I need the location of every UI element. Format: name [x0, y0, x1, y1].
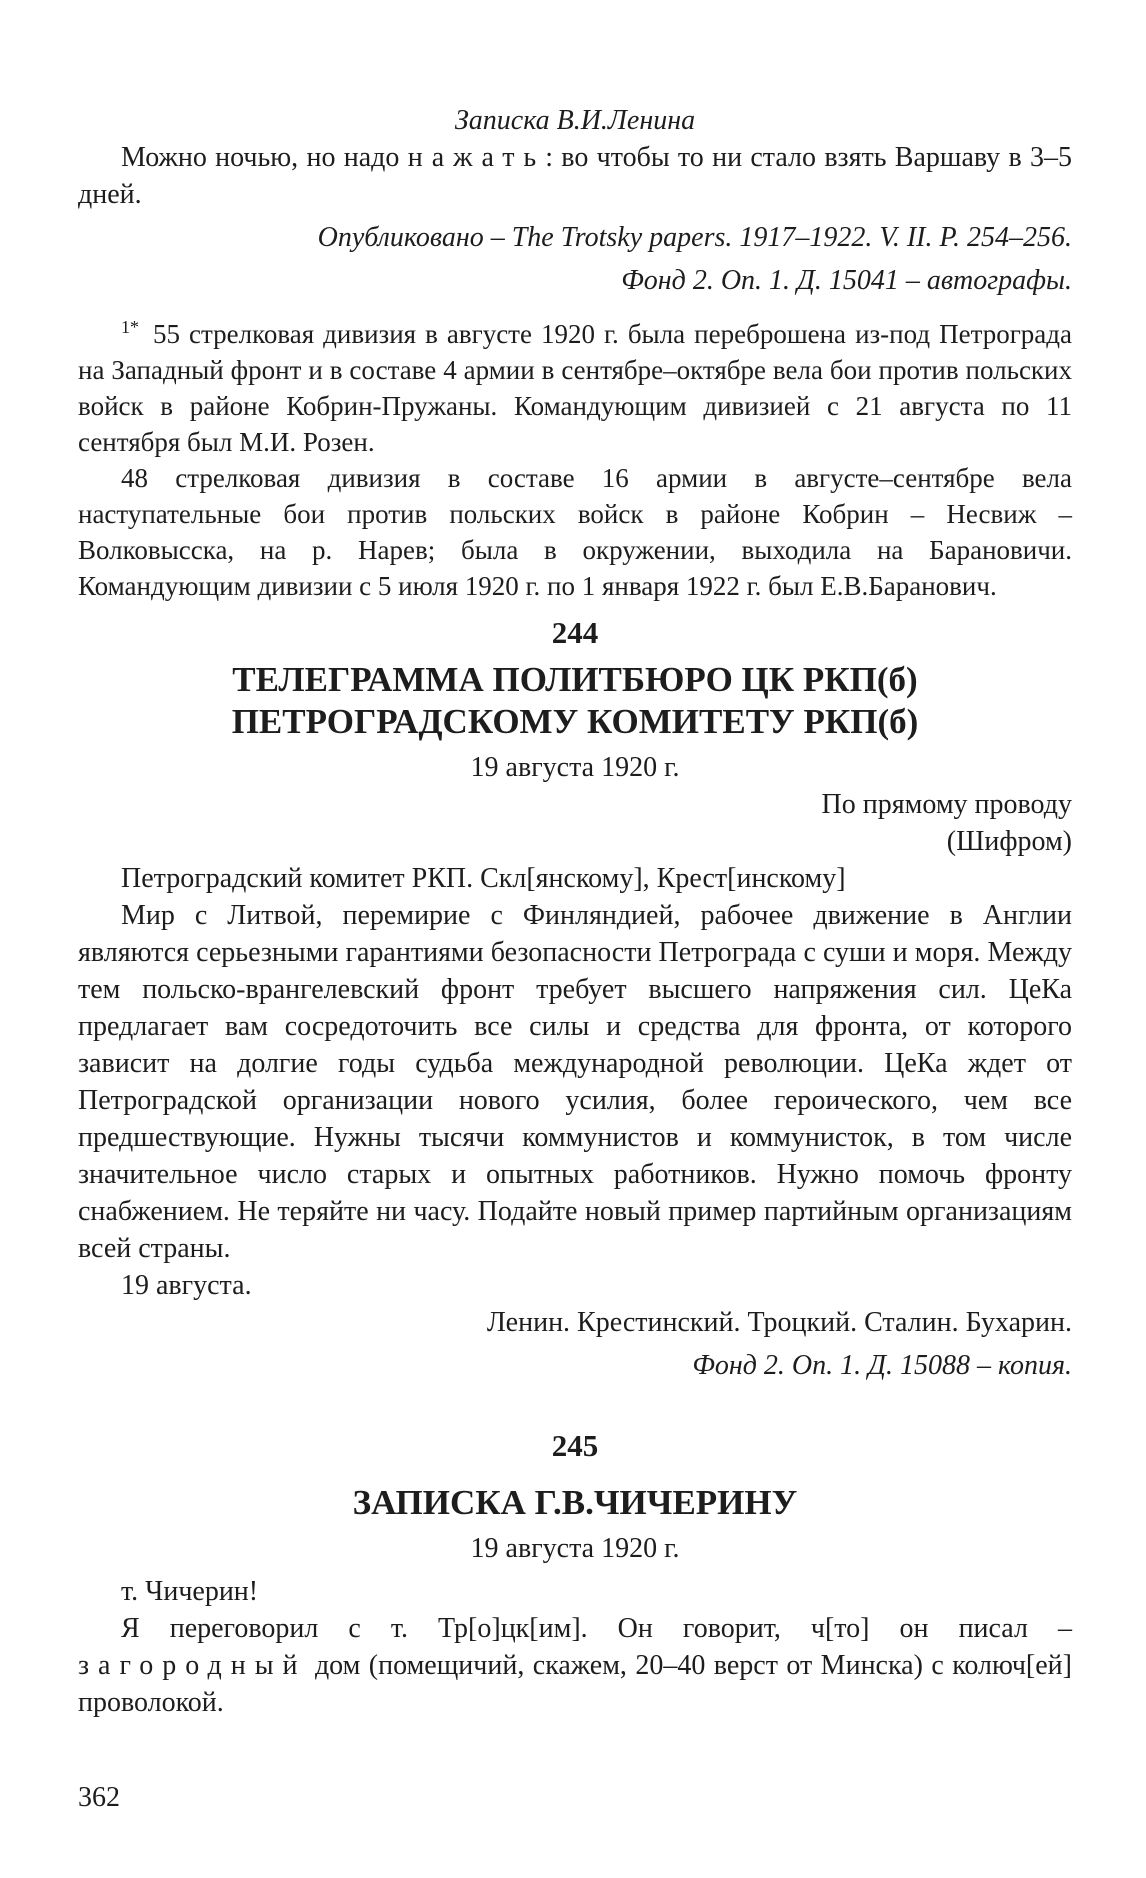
footnote-text: 55 стрелковая дивизия в августе 1920 г. была переброшена из-под Петрограда на Западный фронт и в составе 4 армии в сентябре–октябре вела бои против польских войск в районе Кобрин-Пружаны. Командующим дивизией с 21 августа по 11 сентября был М.И. Розен. — [78, 319, 1072, 457]
document-title-line-1: ТЕЛЕГРАММА ПОЛИТБЮРО ЦК РКП(б) — [232, 660, 918, 699]
body-text-end: : во чтобы то ни стало взять Варшаву в 3–5 дней. — [78, 142, 1072, 210]
salutation: т. Чичерин! — [121, 1576, 259, 1607]
doc-heading: Записка В.И.Ленина — [454, 105, 696, 136]
spaced-emphasis: нажать — [407, 142, 546, 173]
archive-reference: Фонд 2. Оп. 1. Д. 15041 – автографы. — [621, 265, 1072, 296]
document-date: 19 августа 1920 г. — [470, 752, 680, 783]
body-text: Можно ночью, но надо — [121, 142, 408, 173]
closing-date: 19 августа. — [121, 1270, 252, 1301]
body-text-end: дом (помещичий, скажем, 20–40 верст от Минска) с колюч[ей] проволокой. — [78, 1650, 1072, 1718]
transmission-method: По прямому проводу — [821, 789, 1072, 820]
addressee: Петроградский комитет РКП. Скл[янскому], Крест[инскому] — [121, 863, 846, 894]
footnote-2: 48 стрелковая дивизия в составе 16 армии в августе–сентябре вела наступательные бои против польских войск в районе Кобрин – Несвиж – Волковысска, на р. Нарев; была в окружении, выходила на Барановичи. Командующим дивизии с 5 июля 1920 г. по 1 января 1922 г. был Е.В.Баранович. — [78, 463, 1072, 601]
publication-note: Опубликовано – The Trotsky papers. 1917–1922. V. II. P. 254–256. — [317, 222, 1072, 253]
document-number: 245 — [551, 1428, 599, 1463]
signatures: Ленин. Крестинский. Троцкий. Сталин. Бухарин. — [486, 1307, 1072, 1338]
footnote-mark: 1* — [121, 317, 139, 337]
footnotes — [78, 316, 1072, 604]
transmission-cipher: (Шифром) — [946, 826, 1072, 857]
document-245 — [78, 1427, 1072, 1721]
footnote-1 — [78, 316, 1072, 460]
archive-reference: Фонд 2. Оп. 1. Д. 15088 – копия. — [692, 1350, 1072, 1381]
document-number: 244 — [551, 615, 599, 650]
spaced-emphasis: загородный — [78, 1650, 307, 1681]
document-244 — [78, 614, 1072, 1384]
page-number: 362 — [78, 1782, 120, 1813]
doc-body — [78, 139, 1072, 213]
document-date: 19 августа 1920 г. — [470, 1533, 680, 1564]
document-243 — [78, 102, 1072, 299]
document-title-line-2: ПЕТРОГРАДСКОМУ КОМИТЕТУ РКП(б) — [231, 702, 919, 741]
note-body — [78, 1610, 1072, 1721]
telegram-body: Мир с Литвой, перемирие с Финляндией, рабочее движение в Англии являются серьезными гарантиями безопасности Петрограда с суши и моря. Между тем польско-врангелевский фронт требует высшего напряжения сил. ЦеКа предлагает вам сосредоточить все силы и средства для фронта, от которого зависит на долгие годы судьба международной революции. ЦеКа ждет от Петроградской организации нового усилия, более героического, чем все предшествующие. Нужны тысячи коммунистов и коммунисток, в том числе значительное число старых и опытных работников. Нужно помочь фронту снабжением. Не теряйте ни часу. Подайте новый пример партийным организациям всей страны. — [78, 900, 1072, 1264]
document-title: ЗАПИСКА Г.В.ЧИЧЕРИНУ — [352, 1483, 798, 1522]
body-text: Я переговорил с т. Тр[о]цк[им]. Он говорит, ч[то] он писал – — [121, 1613, 1072, 1644]
